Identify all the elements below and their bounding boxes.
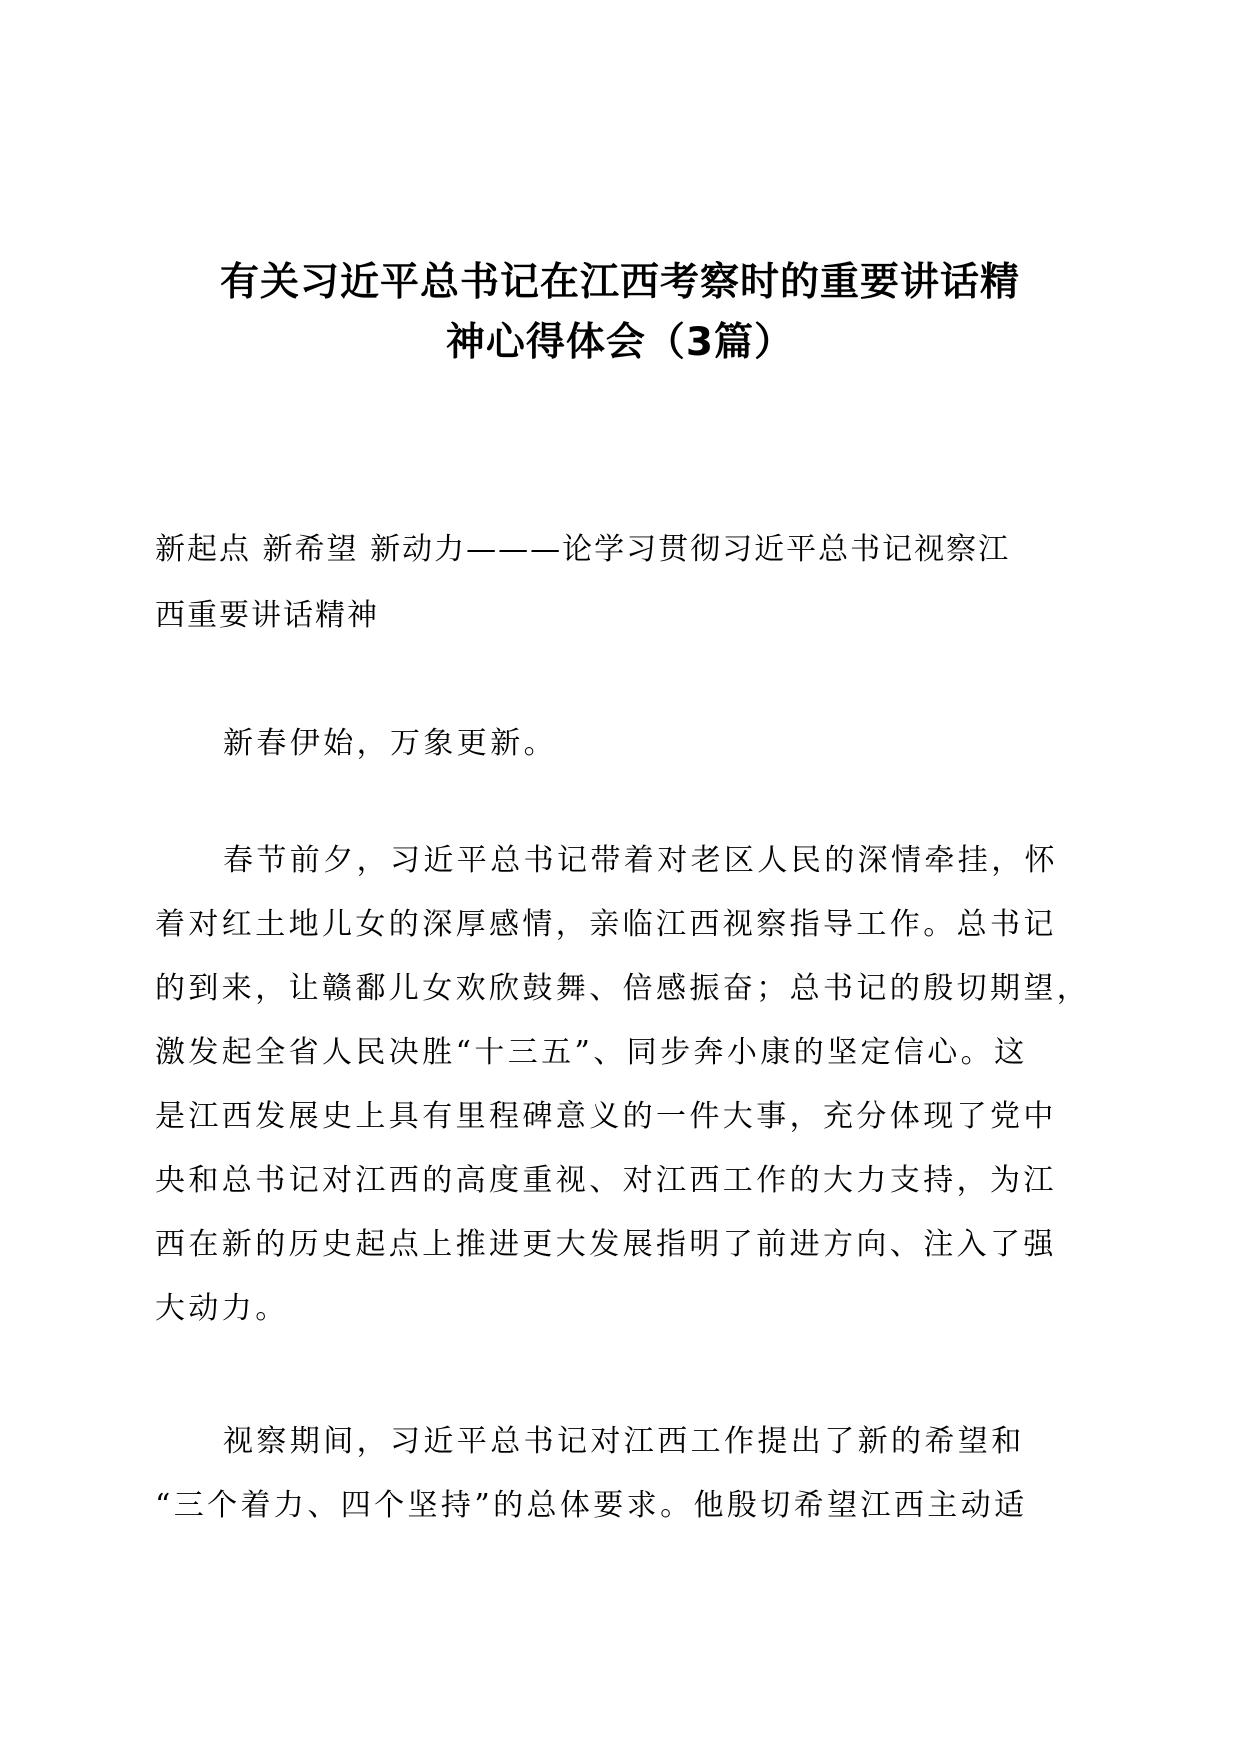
paragraph-line: 视察期间，习近平总书记对江西工作提出了新的希望和: [223, 1424, 1025, 1459]
paragraph-line: 的到来，让赣鄱儿女欢欣鼓舞、倍感振奋；总书记的殷切期望，: [155, 971, 1091, 1006]
document-title: [150, 253, 1090, 373]
paragraph-line: 着对红土地儿女的深厚感情，亲临江西视察指导工作。总书记: [155, 907, 1057, 942]
paragraph-line: 央和总书记对江西的高度重视、对江西工作的大力支持，为江: [155, 1163, 1057, 1198]
title-line: 神心得体会（3篇）: [445, 320, 795, 365]
article-subtitle: [155, 517, 1085, 649]
paragraph-line: 西在新的历史起点上推进更大发展指明了前进方向、注入了强: [155, 1227, 1057, 1262]
paragraph-line: 大动力。: [155, 1291, 289, 1326]
paragraph-line: 是江西发展史上具有里程碑意义的一件大事，充分体现了党中: [155, 1099, 1057, 1134]
paragraph-line: 新春伊始，万象更新。: [223, 726, 557, 761]
subtitle-line: 西重要讲话精神: [155, 598, 379, 633]
paragraph-line: 春节前夕，习近平总书记带着对老区人民的深情牵挂，怀: [223, 843, 1058, 878]
paragraph-line: “三个着力、四个坚持”的总体要求。他殷切希望江西主动适: [155, 1488, 1028, 1523]
paragraph-2: [155, 829, 1091, 1341]
paragraph-1: [155, 712, 1085, 776]
paragraph-3: [155, 1410, 1085, 1538]
subtitle-line: 新起点 新希望 新动力———论学习贯彻习近平总书记视察江: [155, 532, 1011, 567]
paragraph-line: 激发起全省人民决胜“十三五”、同步奔小康的坚定信心。这: [155, 1035, 1028, 1070]
title-line: 有关习近平总书记在江西考察时的重要讲话精: [219, 260, 1020, 305]
